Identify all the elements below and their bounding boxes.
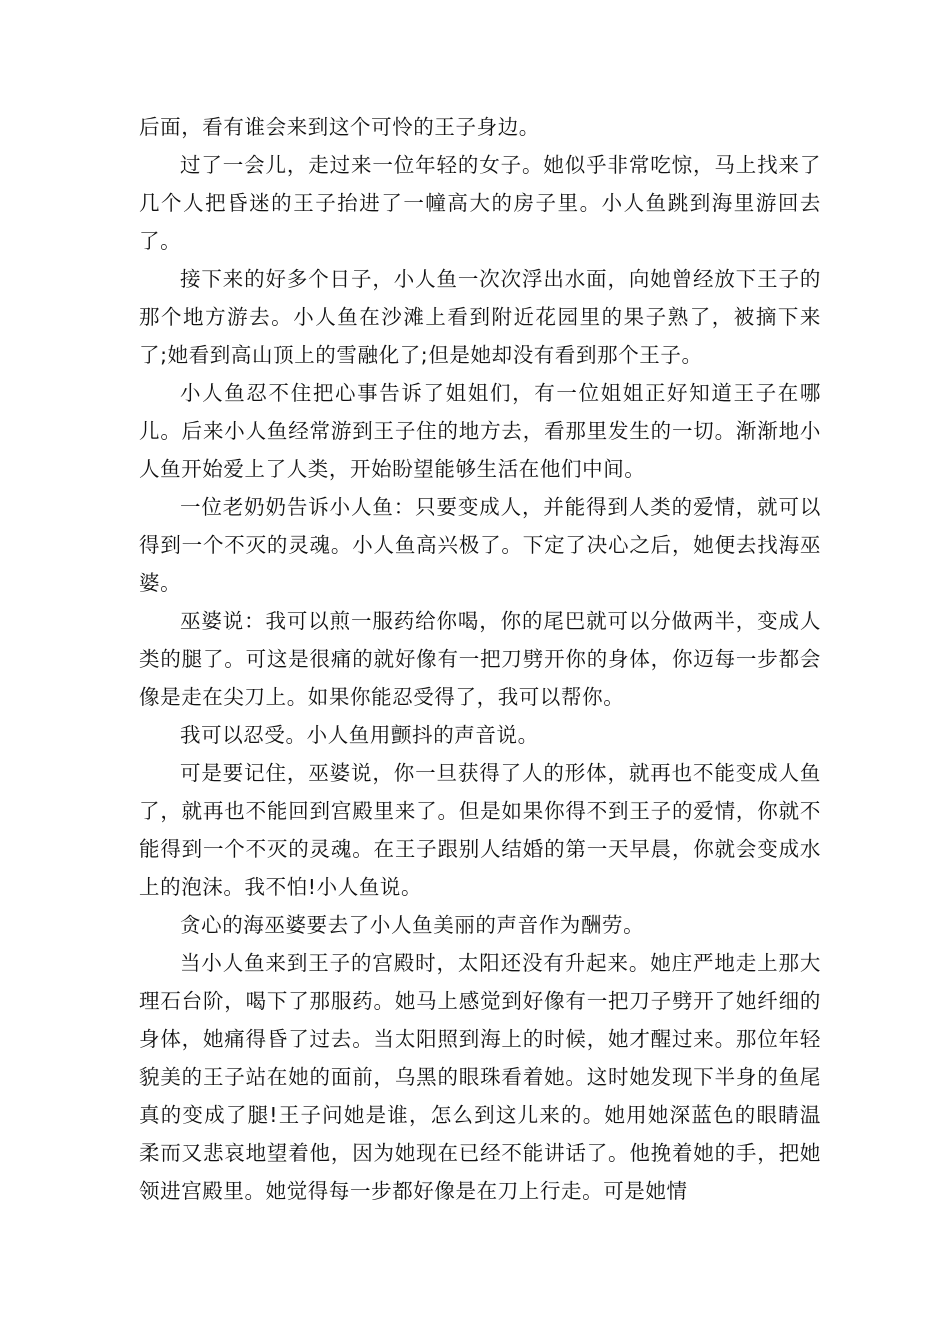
paragraph: 我可以忍受。小人鱼用颤抖的声音说。	[180, 723, 539, 747]
paragraph: 贪心的海巫婆要去了小人鱼美丽的声音作为酬劳。	[180, 913, 645, 937]
paragraph: 当小人鱼来到王子的宫殿时，太阳还没有升起来。她庄严地走上那大理石台阶，喝下了那服药。她马上感觉到好像有一把刀子劈开了她纤细的身体，她痛得昏了过去。当太阳照到海上的时候，她才醒过来。那位年轻貌美的王子站在她的面前，乌黑的眼珠看着她。这时她发现下半身的鱼尾真的变成了腿!王子问她是谁，怎么到这儿来的。她用她深蓝色的眼睛温柔而又悲哀地望着他，因为她现在已经不能讲话了。他挽着她的手，把她领进宫殿里。她觉得每一步都好像是在刀上行走。可是她情	[139, 951, 821, 1203]
paragraph: 过了一会儿，走过来一位年轻的女子。她似乎非常吃惊，马上找来了几个人把昏迷的王子抬进了一幢高大的房子里。小人鱼跳到海里游回去了。	[139, 153, 821, 253]
body-text	[139, 108, 821, 1210]
paragraph: 一位老奶奶告诉小人鱼：只要变成人，并能得到人类的爱情，就可以得到一个不灭的灵魂。小人鱼高兴极了。下定了决心之后，她便去找海巫婆。	[139, 495, 821, 595]
paragraph: 接下来的好多个日子，小人鱼一次次浮出水面，向她曾经放下王子的那个地方游去。小人鱼在沙滩上看到附近花园里的果子熟了，被摘下来了;她看到高山顶上的雪融化了;但是她却没有看到那个王子。	[139, 267, 821, 367]
paragraph: 可是要记住，巫婆说，你一旦获得了人的形体，就再也不能变成人鱼了，就再也不能回到宫殿里来了。但是如果你得不到王子的爱情，你就不能得到一个不灭的灵魂。在王子跟别人结婚的第一天早晨，你就会变成水上的泡沫。我不怕!小人鱼说。	[139, 761, 821, 899]
paragraph: 后面，看有谁会来到这个可怜的王子身边。	[139, 115, 540, 139]
paragraph: 巫婆说：我可以煎一服药给你喝，你的尾巴就可以分做两半，变成人类的腿了。可这是很痛的就好像有一把刀劈开你的身体，你迈每一步都会像是走在尖刀上。如果你能忍受得了，我可以帮你。	[139, 609, 821, 709]
paragraph: 小人鱼忍不住把心事告诉了姐姐们，有一位姐姐正好知道王子在哪儿。后来小人鱼经常游到王子住的地方去，看那里发生的一切。渐渐地小人鱼开始爱上了人类，开始盼望能够生活在他们中间。	[139, 381, 821, 481]
